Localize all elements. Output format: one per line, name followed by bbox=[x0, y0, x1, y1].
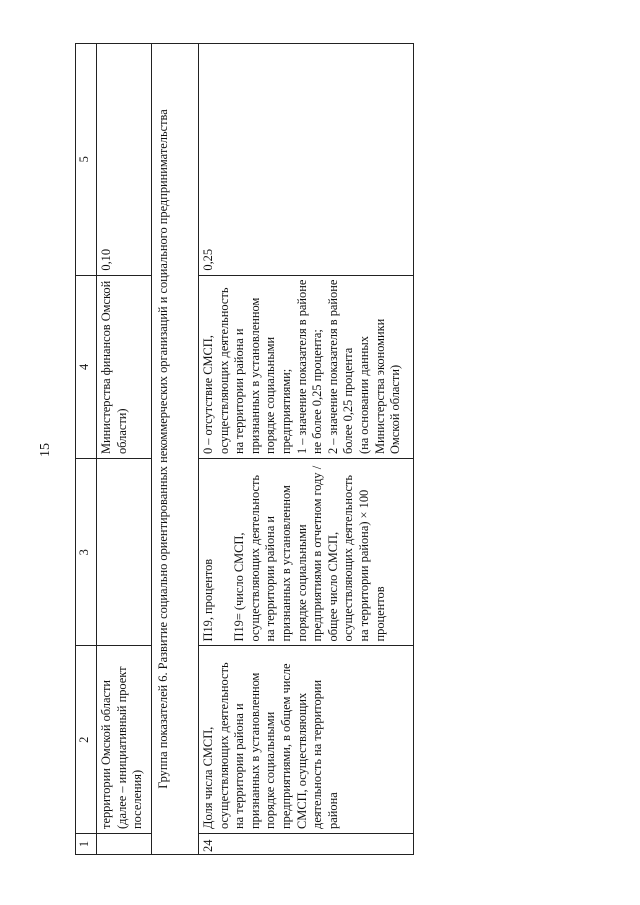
formula-cell: П19, процентов П19= (число СМСП, осуществляющих деятельность на территории района и признанных в установленном порядке социальными предприятиями в отчетном году / общее число СМСП, осуществляющих деятельность на территории района) × 100 процентов bbox=[199, 459, 414, 646]
header-col-1: 1 bbox=[76, 833, 97, 854]
group-6-title: Группа показателей 6. Развитие социально ориентированных некоммерческих организаций и социального предпринимательства bbox=[152, 44, 199, 855]
header-col-2: 2 bbox=[76, 646, 97, 833]
table-row bbox=[97, 44, 152, 855]
scoring-cell: 0 – отсутствие СМСП, осуществляющих деятельность на территории района и признанных в установленном порядке социальными предприятиями; 1 – значение показателя в районе не более 0,25 процента; 2 – значение показателя в районе более 0,25 процента (на основании данных Министерства экономики Омской области) bbox=[199, 275, 414, 458]
formula-cell bbox=[97, 459, 152, 646]
page-number: 15 bbox=[38, 443, 53, 457]
indicator-table-rotated bbox=[75, 43, 610, 855]
header-col-5: 5 bbox=[76, 44, 97, 276]
indicator-name-cell: территории Омской области (далее – инициативный проект поселения) bbox=[97, 646, 152, 833]
scoring-cell: Министерства финансов Омской области) bbox=[97, 275, 152, 458]
header-col-3: 3 bbox=[76, 459, 97, 646]
weight-cell: 0,10 bbox=[97, 44, 152, 276]
group-header-row bbox=[152, 44, 199, 855]
row-number-cell bbox=[97, 833, 152, 854]
header-col-4: 4 bbox=[76, 275, 97, 458]
row-number-cell: 24 bbox=[199, 833, 414, 854]
indicator-name-cell: Доля числа СМСП, осуществляющих деятельность на территории района и признанных в установленном порядке социальными предприятиями, в общем числе СМСП, осуществляющих деятельность на территории района bbox=[199, 646, 414, 833]
table-row bbox=[199, 44, 414, 855]
weight-cell: 0,25 bbox=[199, 44, 414, 276]
indicator-table bbox=[75, 43, 414, 855]
header-row bbox=[76, 44, 97, 855]
